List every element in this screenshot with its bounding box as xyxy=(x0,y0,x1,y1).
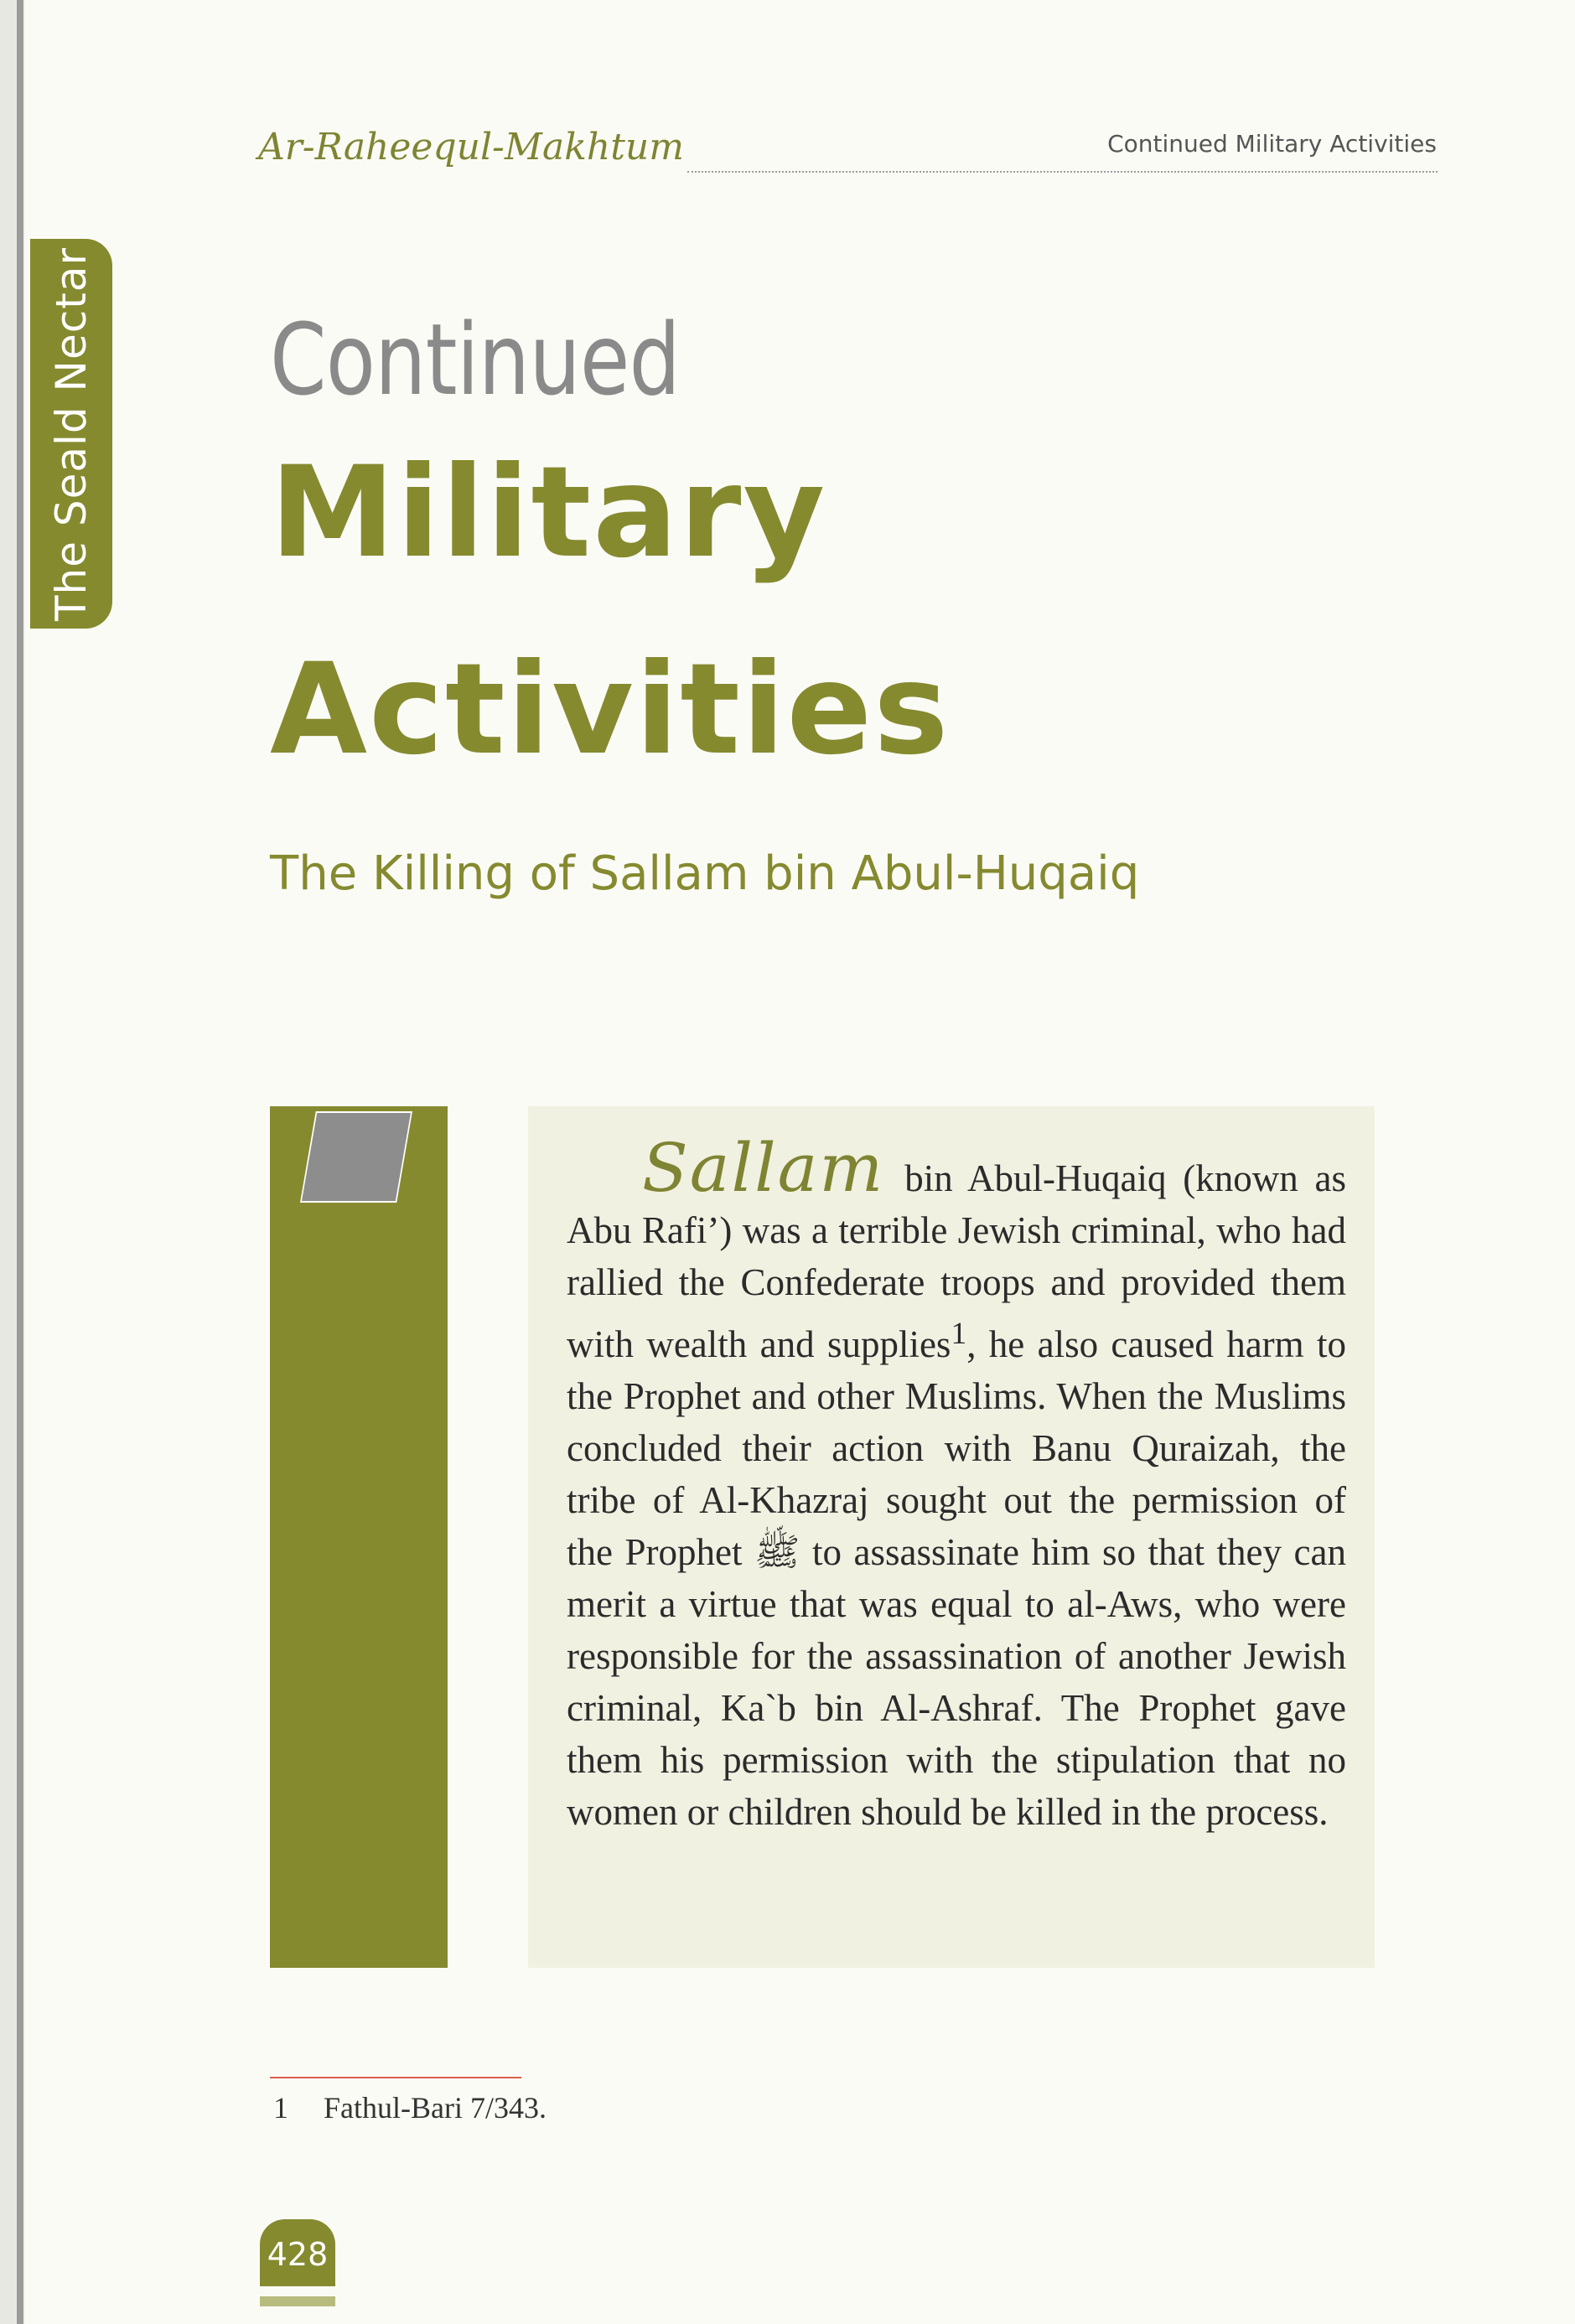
decorative-quad xyxy=(302,1113,411,1201)
chapter-title-continued: Continued xyxy=(270,302,681,417)
footnote xyxy=(273,2090,547,2125)
side-tab xyxy=(30,239,112,629)
decorative-bar xyxy=(270,1106,448,1968)
page-spine xyxy=(0,0,25,2324)
footnote-number: 1 xyxy=(273,2091,288,2125)
page-number: 428 xyxy=(267,2236,329,2273)
body-text-part1: bin Abul-Huqaiq (known as Abu Rafi’) was a terrible Jewish criminal, who had rallied the Confederate troops and provided them with wealth and supplies xyxy=(567,1157,1346,1365)
book-title-header: Ar-Raheequl-Makhtum xyxy=(258,126,684,168)
footnote-ref: 1 xyxy=(951,1317,967,1351)
section-header: Continued Military Activities xyxy=(1107,130,1437,158)
chapter-title-military: Military xyxy=(270,440,827,586)
body-text-part2: , he also caused harm to the Prophet and other Muslims. When the Muslims concluded their action with Banu Quraizah, the tribe of Al-Khazraj sought out the permission of the Prophet ﷺ to assassinate him so that they can merit a virtue that was equal to al-Aws, who were responsible for the assassination of another Jewish criminal, Ka`b bin Al-Ashraf. The Prophet gave them his permission with the stipulation that no women or children should be killed in the process. xyxy=(567,1323,1346,1833)
page-number-base xyxy=(260,2296,335,2306)
footnote-divider xyxy=(270,2077,521,2078)
page-number-badge xyxy=(260,2219,335,2286)
section-subtitle: The Killing of Sallam bin Abul-Huqaiq xyxy=(270,846,1140,901)
footnote-text: Fathul-Bari 7/343. xyxy=(324,2091,547,2125)
header-divider xyxy=(687,171,1438,173)
lead-word: Sallam xyxy=(642,1129,885,1207)
chapter-title-activities: Activities xyxy=(270,637,951,783)
body-paragraph xyxy=(567,1129,1346,1838)
side-tab-label: The Seald Nectar xyxy=(47,246,96,621)
